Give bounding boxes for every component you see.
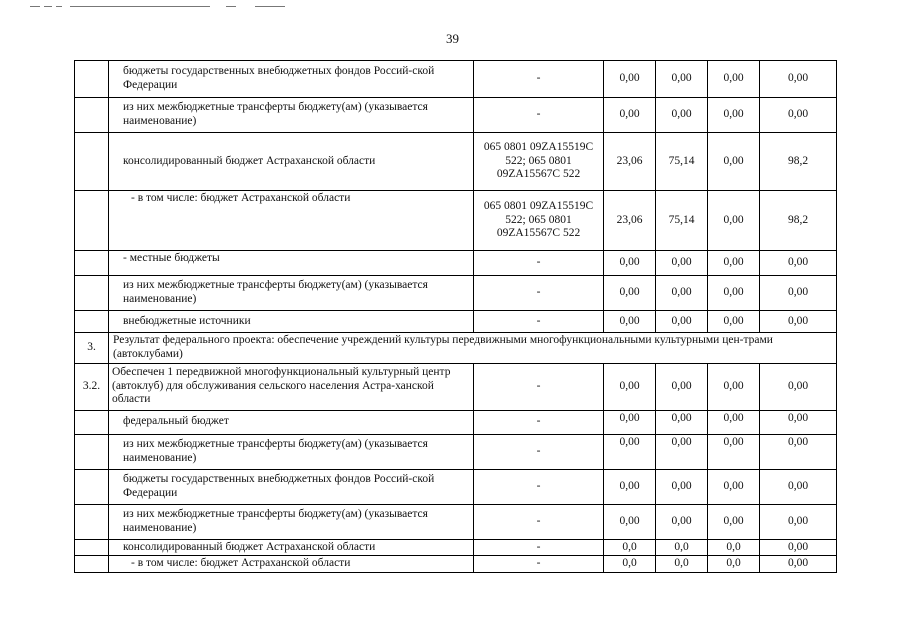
row-code: - <box>474 504 604 539</box>
row-number <box>75 311 109 333</box>
row-name: из них межбюджетные трансферты бюджету(ам) (указывается наименование) <box>109 504 474 539</box>
table-row <box>75 556 837 573</box>
row-value-1: 0,00 <box>604 504 656 539</box>
row-number <box>75 410 109 434</box>
row-value-2: 0,00 <box>656 251 708 276</box>
row-number <box>75 61 109 98</box>
row-value-3: 0,00 <box>708 276 760 311</box>
row-total: 98,2 <box>760 133 837 191</box>
row-value-3: 0,00 <box>708 251 760 276</box>
row-name: - в том числе: бюджет Астраханской области <box>109 556 474 573</box>
row-value-1: 0,00 <box>604 311 656 333</box>
row-value-3: 0,00 <box>708 434 760 469</box>
row-total: 98,2 <box>760 191 837 251</box>
row-value-3: 0,00 <box>708 61 760 98</box>
row-value-2: 0,00 <box>656 363 708 410</box>
row-value-2: 75,14 <box>656 133 708 191</box>
table-row <box>75 61 837 98</box>
table-row <box>75 504 837 539</box>
row-value-1: 0,00 <box>604 363 656 410</box>
row-total: 0,00 <box>760 98 837 133</box>
row-number <box>75 539 109 556</box>
table-row <box>75 311 837 333</box>
row-value-3: 0,00 <box>708 311 760 333</box>
row-number <box>75 469 109 504</box>
row-value-1: 23,06 <box>604 191 656 251</box>
row-number <box>75 434 109 469</box>
row-code: 065 0801 09ZA15519С 522; 065 0801 09ZA15567С 522 <box>474 133 604 191</box>
row-name: Обеспечен 1 передвижной многофункциональный культурный центр (автоклуб) для обслуживания сельского населения Астра-ханской области <box>109 363 474 410</box>
row-value-2: 0,00 <box>656 61 708 98</box>
section-title: Результат федерального проекта: обеспечение учреждений культуры передвижными многофункциональными культурными цен-трами (автоклубами) <box>109 333 837 364</box>
row-value-2: 0,00 <box>656 504 708 539</box>
row-name: из них межбюджетные трансферты бюджету(ам) (указывается наименование) <box>109 98 474 133</box>
row-number <box>75 133 109 191</box>
row-name: внебюджетные источники <box>109 311 474 333</box>
row-code: 065 0801 09ZA15519С 522; 065 0801 09ZA15567С 522 <box>474 191 604 251</box>
table-row <box>75 539 837 556</box>
scan-artifact-lines <box>30 4 300 10</box>
row-name: - в том числе: бюджет Астраханской области <box>109 191 474 251</box>
row-value-2: 0,00 <box>656 469 708 504</box>
row-number: 3.2. <box>75 363 109 410</box>
row-value-2: 0,00 <box>656 276 708 311</box>
row-number <box>75 251 109 276</box>
table-row <box>75 98 837 133</box>
row-value-3: 0,0 <box>708 539 760 556</box>
row-code: - <box>474 61 604 98</box>
table-row <box>75 276 837 311</box>
row-name: консолидированный бюджет Астраханской области <box>109 539 474 556</box>
row-value-1: 0,00 <box>604 61 656 98</box>
page-number: 39 <box>446 31 459 46</box>
row-value-2: 0,0 <box>656 539 708 556</box>
row-total: 0,00 <box>760 556 837 573</box>
row-total: 0,00 <box>760 276 837 311</box>
row-value-1: 0,00 <box>604 469 656 504</box>
row-value-1: 0,0 <box>604 539 656 556</box>
row-name: бюджеты государственных внебюджетных фондов Россий-ской Федерации <box>109 469 474 504</box>
row-total: 0,00 <box>760 539 837 556</box>
row-total: 0,00 <box>760 410 837 434</box>
table-row <box>75 434 837 469</box>
row-code: - <box>474 556 604 573</box>
row-number <box>75 191 109 251</box>
row-value-1: 0,0 <box>604 556 656 573</box>
row-name: из них межбюджетные трансферты бюджету(ам) (указывается наименование) <box>109 276 474 311</box>
row-value-1: 0,00 <box>604 98 656 133</box>
row-number <box>75 98 109 133</box>
budget-table <box>74 60 837 573</box>
row-total: 0,00 <box>760 469 837 504</box>
row-value-1: 0,00 <box>604 251 656 276</box>
table-row <box>75 251 837 276</box>
row-total: 0,00 <box>760 311 837 333</box>
row-value-1: 0,00 <box>604 410 656 434</box>
row-value-1: 0,00 <box>604 434 656 469</box>
row-value-2: 0,00 <box>656 311 708 333</box>
row-value-2: 0,00 <box>656 434 708 469</box>
table-row <box>75 410 837 434</box>
table-row <box>75 469 837 504</box>
row-value-3: 0,00 <box>708 191 760 251</box>
row-value-1: 23,06 <box>604 133 656 191</box>
row-code: - <box>474 410 604 434</box>
row-total: 0,00 <box>760 61 837 98</box>
row-name: бюджеты государственных внебюджетных фондов Россий-ской Федерации <box>109 61 474 98</box>
table-row <box>75 363 837 410</box>
row-total: 0,00 <box>760 504 837 539</box>
row-value-2: 0,00 <box>656 410 708 434</box>
row-name: консолидированный бюджет Астраханской области <box>109 133 474 191</box>
section-number: 3. <box>75 333 109 364</box>
row-code: - <box>474 98 604 133</box>
row-code: - <box>474 434 604 469</box>
row-code: - <box>474 251 604 276</box>
table-row <box>75 133 837 191</box>
row-code: - <box>474 311 604 333</box>
table-row <box>75 191 837 251</box>
row-value-3: 0,0 <box>708 556 760 573</box>
row-code: - <box>474 363 604 410</box>
row-name: - местные бюджеты <box>109 251 474 276</box>
row-total: 0,00 <box>760 434 837 469</box>
row-value-2: 0,0 <box>656 556 708 573</box>
row-number <box>75 504 109 539</box>
section-row <box>75 333 837 364</box>
row-total: 0,00 <box>760 251 837 276</box>
row-value-3: 0,00 <box>708 363 760 410</box>
row-value-3: 0,00 <box>708 98 760 133</box>
row-value-3: 0,00 <box>708 133 760 191</box>
row-total: 0,00 <box>760 363 837 410</box>
row-number <box>75 276 109 311</box>
row-code: - <box>474 539 604 556</box>
row-code: - <box>474 469 604 504</box>
row-number <box>75 556 109 573</box>
row-value-1: 0,00 <box>604 276 656 311</box>
row-value-2: 75,14 <box>656 191 708 251</box>
row-value-2: 0,00 <box>656 98 708 133</box>
row-value-3: 0,00 <box>708 469 760 504</box>
row-name: из них межбюджетные трансферты бюджету(ам) (указывается наименование) <box>109 434 474 469</box>
row-code: - <box>474 276 604 311</box>
row-name: федеральный бюджет <box>109 410 474 434</box>
row-value-3: 0,00 <box>708 410 760 434</box>
row-value-3: 0,00 <box>708 504 760 539</box>
